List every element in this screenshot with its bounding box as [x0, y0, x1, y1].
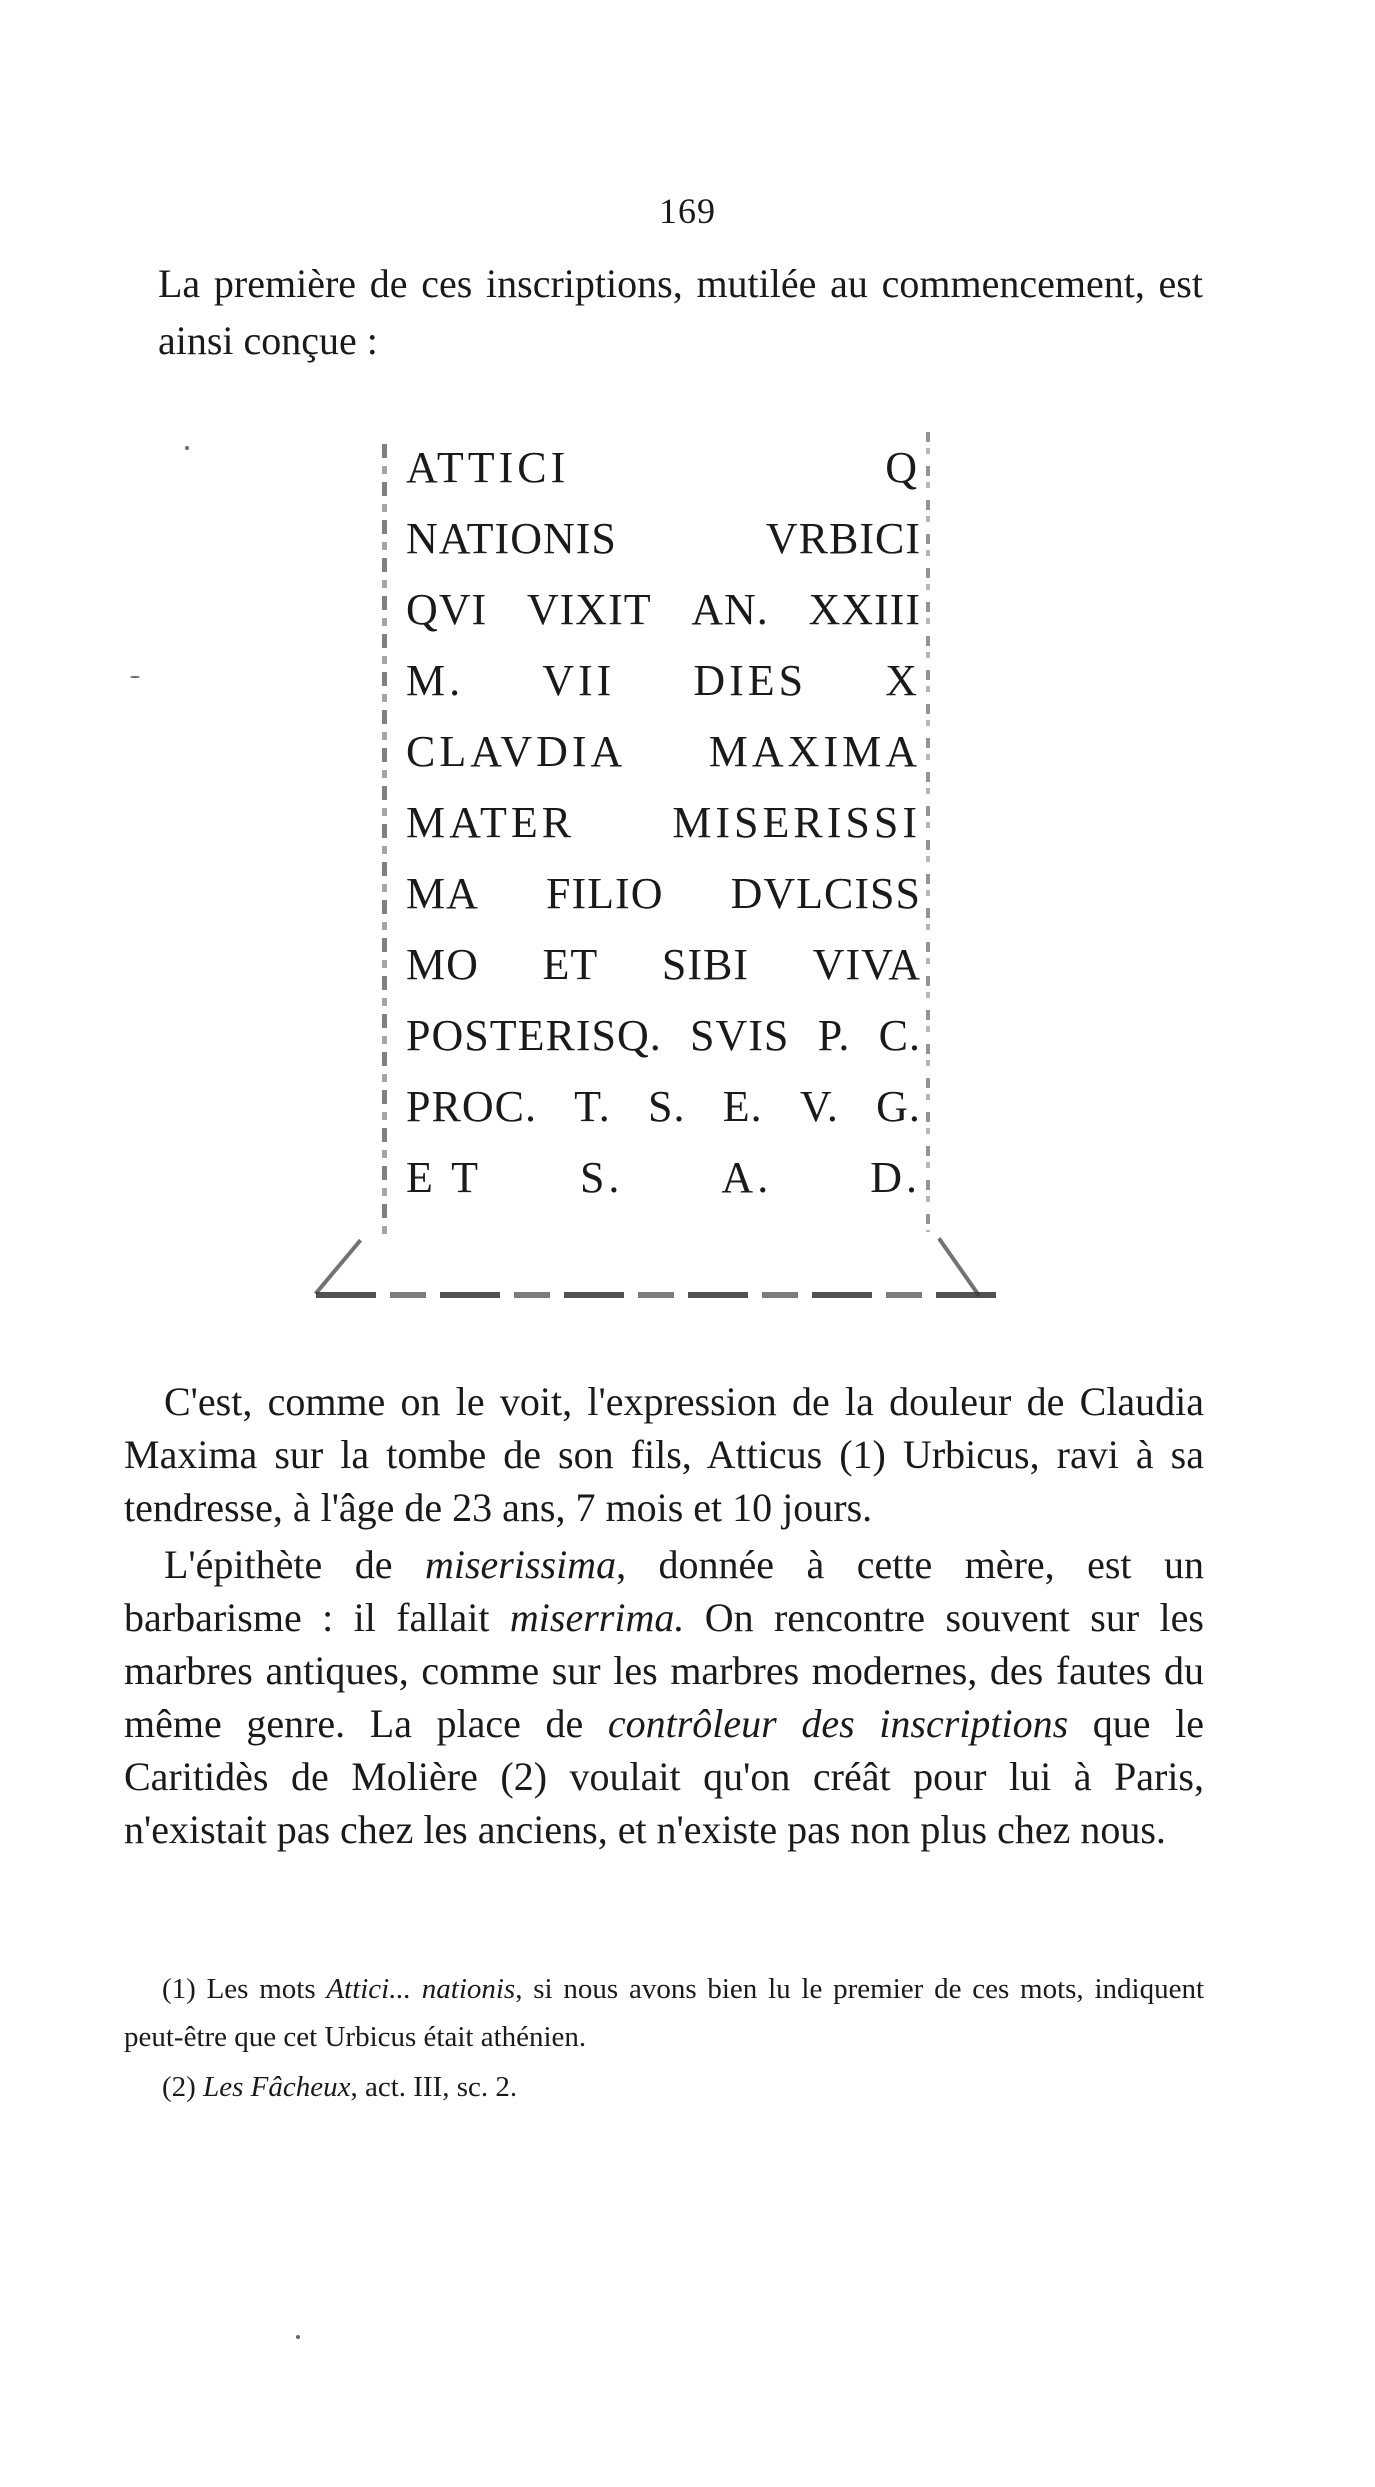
- inscription-left-border: [382, 444, 387, 1234]
- inscription-word: DIES: [693, 656, 808, 705]
- inscription-line: [406, 787, 921, 858]
- inscription-right-foot: [937, 1237, 980, 1297]
- inscription-word: VRBICI: [765, 514, 921, 563]
- inscription-word: MO: [406, 940, 479, 989]
- inscription-word: S.: [648, 1082, 686, 1131]
- inscription-line: [406, 716, 921, 787]
- inscription-word: SIBI: [661, 940, 750, 989]
- inscription-word: ATTICI: [406, 443, 570, 492]
- inscription-word: DVLCISS: [730, 869, 921, 918]
- paper-speck: [296, 2335, 300, 2339]
- footnotes: [124, 1965, 1204, 2111]
- inscription-word: VII: [542, 656, 616, 705]
- inscription-line: [406, 858, 921, 929]
- inscription-base-line: [316, 1292, 996, 1298]
- inscription-line: [406, 574, 921, 645]
- inscription-line: [406, 645, 921, 716]
- inscription-word: MAXIMA: [708, 727, 921, 776]
- inscription-word: C.: [878, 1011, 921, 1060]
- intro-paragraph: La première de ces inscriptions, mutilée au commencement, est ainsi conçue :: [158, 261, 1203, 363]
- inscription-word: S.: [579, 1153, 624, 1202]
- inscription-line: [406, 1071, 921, 1142]
- inscription-word: XXIII: [808, 585, 921, 634]
- inscription-word: MA: [406, 869, 479, 918]
- inscription-line: [406, 432, 921, 503]
- inscription-word: E T: [406, 1153, 482, 1202]
- paragraph-1: C'est, comme on le voit, l'expression de la douleur de Claudia Maxima sur la tombe de son fils, Atticus (1) Urbicus, ravi à sa tendresse, à l'âge de 23 ans, 7 mois et 10 jours.: [124, 1379, 1204, 1530]
- page-number: 169: [659, 191, 716, 231]
- inscription-word: VIXIT: [526, 585, 652, 634]
- inscription-word: P.: [817, 1011, 851, 1060]
- inscription-word: X: [885, 656, 921, 705]
- inscription-word: Q: [885, 443, 921, 492]
- inscription-word: A.: [721, 1153, 773, 1202]
- inscription-word: AN.: [691, 585, 769, 634]
- inscription-word: E.: [722, 1082, 763, 1131]
- paper-speck: [130, 676, 140, 678]
- inscription-word: T.: [574, 1082, 611, 1131]
- inscription-block: [372, 432, 937, 1312]
- body-text: [124, 1375, 1204, 1856]
- inscription-word: MATER: [406, 798, 576, 847]
- footnote-2: (2) Les Fâcheux, act. III, sc. 2.: [162, 2071, 518, 2103]
- inscription-right-border: [926, 432, 930, 1232]
- inscription-word: FILIO: [546, 869, 664, 918]
- inscription-line: [406, 929, 921, 1000]
- paper-speck: [185, 446, 189, 450]
- inscription-line: [406, 503, 921, 574]
- inscription-word: PROC.: [406, 1082, 537, 1131]
- inscription-word: MISERISSI: [672, 798, 921, 847]
- inscription-word: QVI: [406, 585, 488, 634]
- inscription-word: M.: [406, 656, 465, 705]
- inscription-line: [406, 1142, 921, 1213]
- inscription-left-foot: [314, 1239, 362, 1295]
- inscription-line: [406, 1000, 921, 1071]
- inscription-word: VIVA: [812, 940, 921, 989]
- inscription-word: ET: [542, 940, 599, 989]
- footnote-1: (1) Les mots Attici... nationis, si nous avons bien lu le premier de ces mots, indiquent peut-être que cet Urbicus était athénien.: [124, 1973, 1204, 2053]
- inscription-word: D.: [870, 1153, 921, 1202]
- inscription-word: NATIONIS: [406, 514, 617, 563]
- inscription-word: V.: [799, 1082, 839, 1131]
- inscription-word: CLAVDIA: [406, 727, 627, 776]
- paragraph-2: L'épithète de miserissima, donnée à cette mère, est un barbarisme : il fallait miserrima. On rencontre souvent sur les marbres antiques, comme sur les marbres modernes, des fautes du même genre. La place de contrôleur des inscriptions que le Caritidès de Molière (2) voulait qu'on créât pour lui à Paris, n'existait pas chez les anciens, et n'existe pas non plus chez nous.: [124, 1542, 1205, 1852]
- inscription-word: SVIS: [690, 1011, 790, 1060]
- inscription-word: G.: [876, 1082, 921, 1131]
- inscription-word: POSTERISQ.: [406, 1011, 662, 1060]
